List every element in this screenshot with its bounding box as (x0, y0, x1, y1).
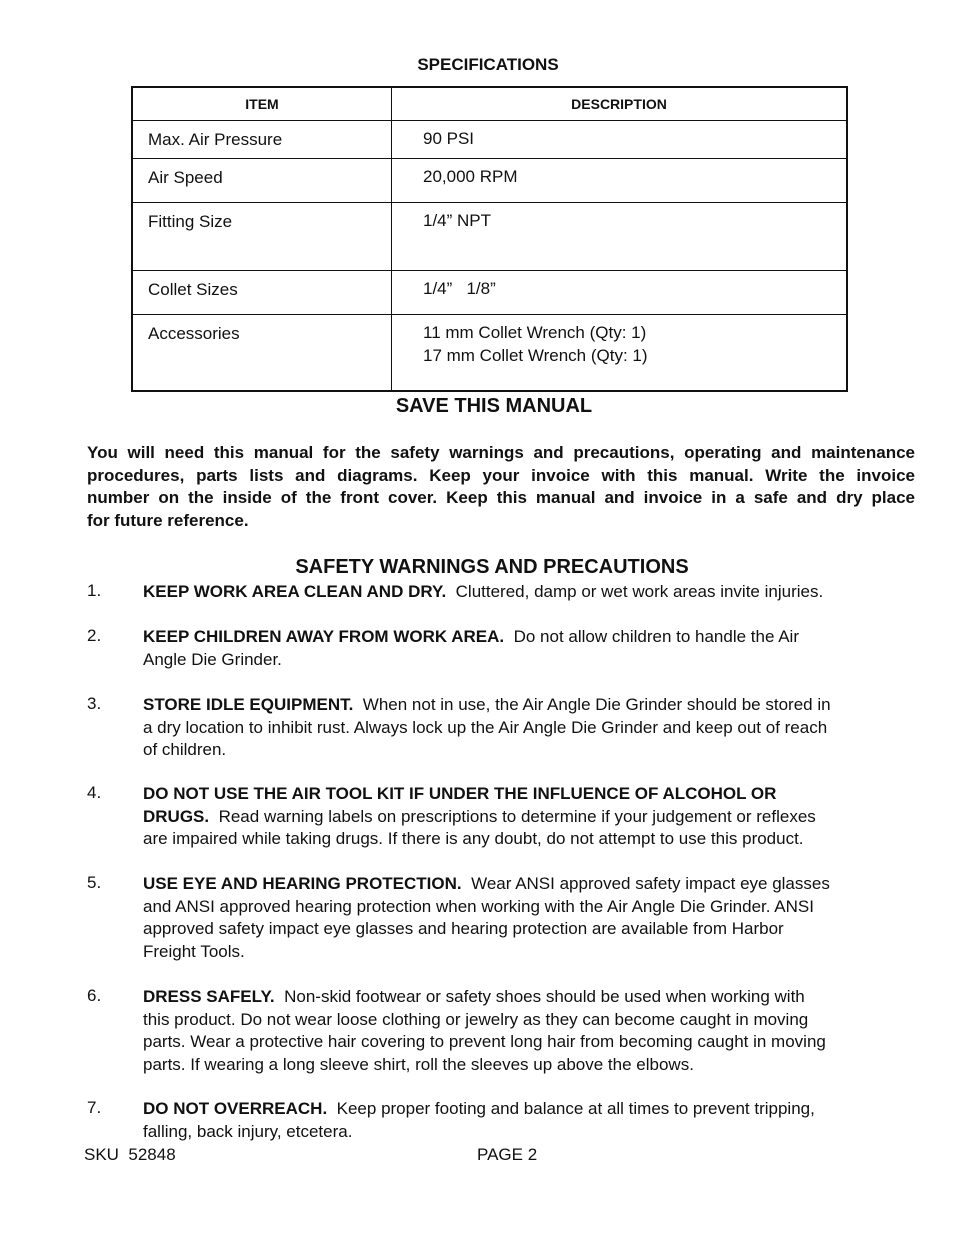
table-row (132, 203, 847, 271)
warning-number: 6. (87, 986, 102, 1005)
table-row (132, 121, 847, 159)
item-column-header: ITEM (132, 87, 392, 121)
warning-text: and ANSI approved hearing protection when working with the Air Angle Die Grinder. ANSI (143, 896, 814, 916)
warning-number: 4. (87, 783, 102, 802)
warning-text: this product. Do not wear loose clothing or jewelry as they can become caught in moving (143, 1009, 809, 1029)
warning-number: 3. (87, 694, 102, 713)
item-cell: Air Speed (132, 159, 392, 203)
warning-text: of children. (143, 740, 227, 759)
description-cell: 1/4” NPT (392, 203, 848, 271)
table-row (132, 271, 847, 315)
warning-text: parts. If wearing a long sleeve shirt, roll the sleeves up above the elbows. (143, 1054, 694, 1074)
description-cell: 90 PSI (392, 121, 848, 159)
specifications-title: SPECIFICATIONS (417, 55, 559, 74)
warning-text: are impaired while taking drugs. If there is any doubt, do not attempt to use this product. (143, 829, 804, 848)
description-column-header: DESCRIPTION (392, 87, 848, 121)
warning-lead: KEEP WORK AREA CLEAN AND DRY. (143, 582, 447, 601)
item-cell: Collet Sizes (132, 271, 392, 315)
footer-sku: SKU 52848 (84, 1145, 176, 1164)
table-row (132, 315, 847, 391)
table-row (132, 159, 847, 203)
warning-number: 7. (87, 1098, 102, 1117)
warning-text: a dry location to inhibit rust. Always lock up the Air Angle Die Grinder and keep out of reach (143, 717, 828, 737)
safety-warnings-title: SAFETY WARNINGS AND PRECAUTIONS (295, 556, 689, 578)
save-manual-paragraph: You will need this manual for the safety warnings and precautions, operating and maintenance procedures, parts lists and diagrams. Keep your invoice with this manual. Write the invoice number on the inside of the front cover. Keep this manual and invoice in a safe and dry place for future reference. (87, 443, 915, 530)
warning-text: Non-skid footwear or safety shoes should be used when working with (284, 987, 805, 1006)
warning-text: Do not allow children to handle the Air (513, 627, 799, 646)
warning-text: Read warning labels on prescriptions to determine if your judgement or reflexes (218, 806, 816, 826)
warning-text: parts. Wear a protective hair covering to prevent long hair from becoming caught in moving (143, 1032, 826, 1051)
description-cell: 11 mm Collet Wrench (Qty: 1) 17 mm Collet Wrench (Qty: 1) (392, 315, 848, 391)
warning-number: 2. (87, 626, 102, 645)
warning-text: Keep proper footing and balance at all times to prevent tripping, (336, 1099, 815, 1118)
item-cell: Max. Air Pressure (132, 121, 392, 159)
warning-lead: DO NOT OVERREACH. (143, 1099, 328, 1118)
table-header-row (132, 87, 847, 121)
warning-lead: STORE IDLE EQUIPMENT. (143, 695, 354, 714)
warning-text: When not in use, the Air Angle Die Grinder should be stored in (362, 695, 831, 714)
warning-lead: USE EYE AND HEARING PROTECTION. (143, 874, 462, 893)
description-cell: 1/4” 1/8” (392, 271, 848, 315)
description-cell: 20,000 RPM (392, 159, 848, 203)
warning-text: Angle Die Grinder. (143, 649, 282, 669)
warning-number: 1. (87, 581, 102, 600)
warning-lead: KEEP CHILDREN AWAY FROM WORK AREA. (143, 627, 505, 646)
warning-text: falling, back injury, etcetera. (143, 1121, 353, 1141)
footer-page-number: PAGE 2 (477, 1145, 538, 1164)
save-manual-title: SAVE THIS MANUAL (395, 395, 593, 417)
warning-lead: DRUGS. (143, 806, 210, 826)
specifications-table (131, 86, 848, 392)
warning-text: Cluttered, damp or wet work areas invite injuries. (455, 582, 824, 601)
warning-number: 5. (87, 873, 102, 892)
warning-text: Wear ANSI approved safety impact eye glasses (471, 874, 830, 893)
item-cell: Accessories (132, 315, 392, 391)
item-cell: Fitting Size (132, 203, 392, 271)
warning-lead: DRESS SAFELY. (143, 987, 275, 1006)
warning-text: approved safety impact eye glasses and hearing protection are available from Harbor (143, 919, 784, 938)
warning-lead: DO NOT USE THE AIR TOOL KIT IF UNDER THE INFLUENCE OF ALCOHOL OR (143, 784, 777, 803)
warning-text: Freight Tools. (143, 941, 245, 961)
